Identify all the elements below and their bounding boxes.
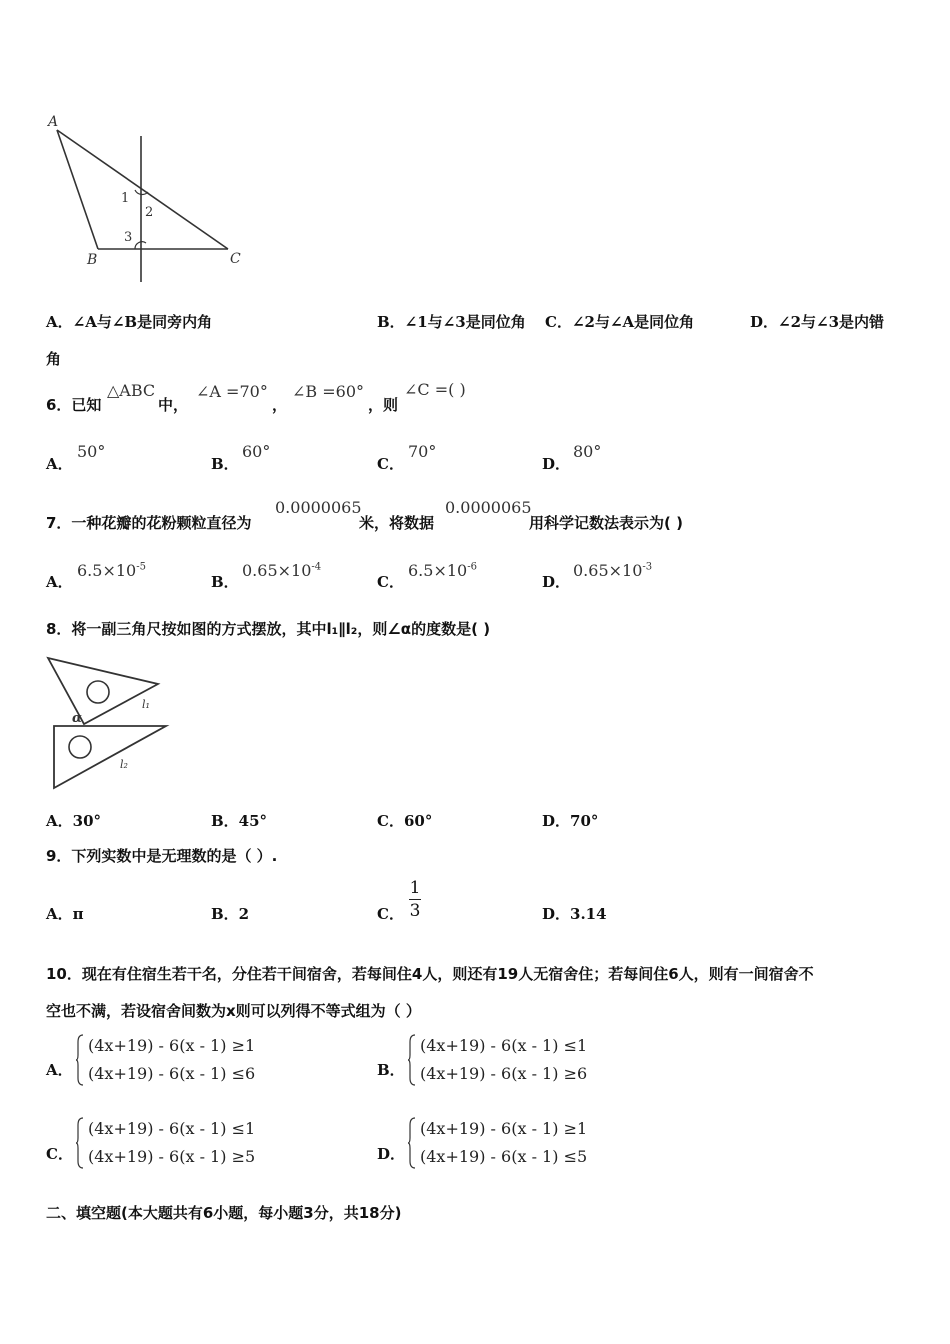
q10-option-d-label: D． xyxy=(377,1145,406,1163)
q6-option-d-value: 80° xyxy=(573,442,602,461)
q8-option-b: B．45° xyxy=(211,812,268,830)
q7-option-b-label: B． xyxy=(211,573,239,591)
l2-label: l₂ xyxy=(120,758,128,771)
fraction-numerator: 1 xyxy=(409,878,421,898)
q7-text-2: 米，将数据 xyxy=(359,514,435,532)
inequality-row-1: (4x+19) - 6(x - 1) ≤1 xyxy=(88,1119,256,1138)
q6-option-c-label: C． xyxy=(377,455,404,473)
q7-option-d-value: $0.65\times 10^{-3}$ xyxy=(573,561,653,580)
q10-option-c-label: C． xyxy=(46,1145,73,1163)
q6-comma: ， xyxy=(272,396,288,414)
triangle-transversal-figure xyxy=(40,108,260,288)
q10-option-a-system xyxy=(88,1032,255,1088)
fraction-denominator: 3 xyxy=(409,901,421,921)
q7-option-a-value: $6.5\times 10^{-5}$ xyxy=(77,561,146,580)
q10-option-a-label: A． xyxy=(46,1061,73,1079)
q6-angle-b: ∠B =60° xyxy=(292,382,365,401)
q10-option-d-system xyxy=(420,1115,587,1171)
angle-3-label: 3 xyxy=(124,230,133,245)
inequality-row-1: (4x+19) - 6(x - 1) ≤1 xyxy=(420,1036,588,1055)
q7-option-a-label: A． xyxy=(46,573,73,591)
angle-2-label: 2 xyxy=(145,205,154,220)
q6-option-a-value: 50° xyxy=(77,442,106,461)
q9-option-b: B．2 xyxy=(211,905,250,923)
q6-text-mid: 中， xyxy=(158,396,189,414)
q7-option-c-value: $6.5\times 10^{-6}$ xyxy=(408,561,477,580)
q8-question: 8．将一副三角尺按如图的方式摆放，其中l₁∥l₂，则∠α的度数是( ) xyxy=(46,620,491,638)
inequality-row-2: (4x+19) - 6(x - 1) ≤6 xyxy=(88,1064,256,1083)
brace-icon xyxy=(76,1117,84,1169)
q9-option-a: A．π xyxy=(46,905,84,923)
q7-option-b-value: $0.65\times 10^{-4}$ xyxy=(242,561,322,580)
q7-text-3: 用科学记数法表示为( ) xyxy=(529,514,683,532)
q6-option-a-label: A． xyxy=(46,455,73,473)
q8-option-c: C．60° xyxy=(377,812,433,830)
vertex-a-label: A xyxy=(48,114,59,130)
inequality-row-2: (4x+19) - 6(x - 1) ≤5 xyxy=(420,1147,588,1166)
inequality-row-2: (4x+19) - 6(x - 1) ≥6 xyxy=(420,1064,588,1083)
l1-label: l₁ xyxy=(142,698,150,711)
q6-number: 6．已知 xyxy=(46,396,102,414)
fraction-bar xyxy=(409,899,421,900)
q5-option-b: B．∠1与∠3是同位角 xyxy=(377,313,526,331)
q7-option-c-label: C． xyxy=(377,573,404,591)
q7-text-1: 7．一种花瓣的花粉颗粒直径为 xyxy=(46,514,252,532)
q9-question: 9．下列实数中是无理数的是（ ）. xyxy=(46,847,278,865)
q6-angle-a: ∠A =70° xyxy=(196,382,268,401)
q5-option-a: A．∠A与∠B是同旁内角 xyxy=(46,313,213,331)
q6-triangle-abc: △ABC xyxy=(107,381,156,400)
set-square-figure xyxy=(40,648,180,798)
q7-number-1: 0.0000065 xyxy=(275,498,362,517)
q5-option-d: D．∠2与∠3是内错 xyxy=(750,313,885,331)
q5-option-c: C．∠2与∠A是同位角 xyxy=(545,313,695,331)
angle-1-label: 1 xyxy=(121,191,130,206)
q8-option-a: A．30° xyxy=(46,812,102,830)
brace-icon xyxy=(408,1034,416,1086)
q10-option-b-system xyxy=(420,1032,587,1088)
inequality-row-1: (4x+19) - 6(x - 1) ≥1 xyxy=(420,1119,588,1138)
section-2-heading: 二、填空题(本大题共有6小题，每小题3分，共18分) xyxy=(46,1204,402,1222)
q9-fraction-one-third xyxy=(406,878,424,921)
brace-icon xyxy=(76,1034,84,1086)
q10-option-c-system xyxy=(88,1115,255,1171)
inequality-row-1: (4x+19) - 6(x - 1) ≥1 xyxy=(88,1036,256,1055)
q8-option-d: D．70° xyxy=(542,812,599,830)
q10-option-b-label: B． xyxy=(377,1061,405,1079)
inequality-row-2: (4x+19) - 6(x - 1) ≥5 xyxy=(88,1147,256,1166)
q7-number-2: 0.0000065 xyxy=(445,498,532,517)
q6-option-b-label: B． xyxy=(211,455,239,473)
alpha-label: α xyxy=(72,711,83,726)
q5-option-d-continued: 角 xyxy=(46,350,62,368)
q6-option-b-value: 60° xyxy=(242,442,271,461)
vertex-b-label: B xyxy=(87,252,98,268)
q9-option-d: D．3.14 xyxy=(542,905,607,923)
q6-option-d-label: D． xyxy=(542,455,571,473)
q9-option-c: C． xyxy=(377,905,404,923)
q10-question-line1: 10．现在有住宿生若干名，分住若干间宿舍，若每间住4人，则还有19人无宿舍住；若每间住6人，则有一间宿舍不 xyxy=(46,965,814,983)
vertex-c-label: C xyxy=(230,251,241,267)
q6-option-c-value: 70° xyxy=(408,442,437,461)
q7-option-d-label: D． xyxy=(542,573,571,591)
brace-icon xyxy=(408,1117,416,1169)
q6-angle-c: ∠C =( ) xyxy=(404,380,466,399)
q10-question-line2: 空也不满，若设宿舍间数为x则可以列得不等式组为（ ） xyxy=(46,1002,421,1020)
q6-text-then: ，则 xyxy=(368,396,399,414)
